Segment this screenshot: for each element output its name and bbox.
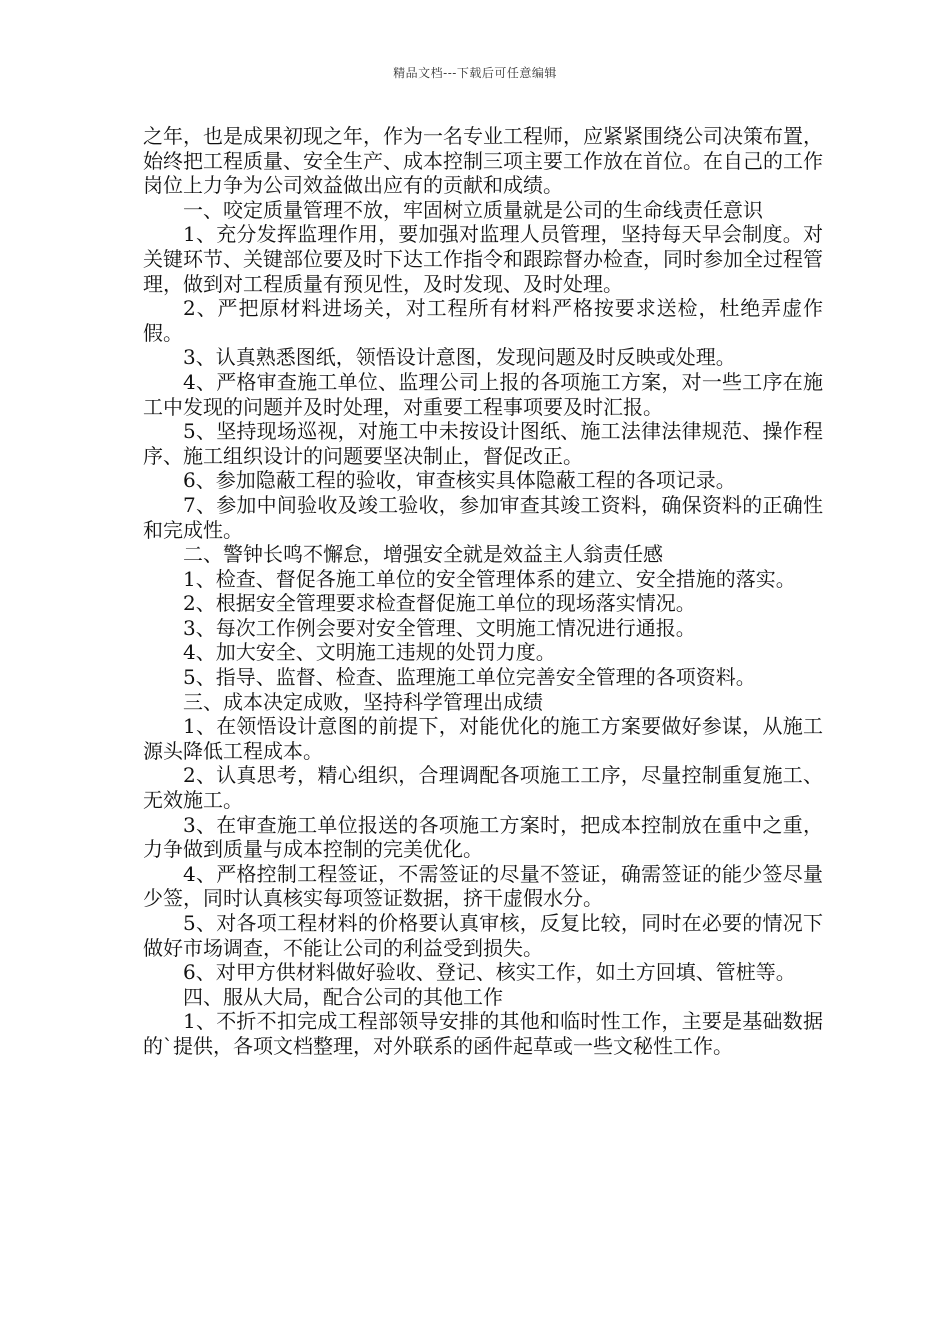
list-item: 1、充分发挥监理作用，要加强对监理人员管理，坚持每天早会制度。对关键环节、关键部位要及时下达工作指令和跟踪督办检查，同时参加全过程管理，做到对工程质量有预见性，及时发现、及时处理。 xyxy=(143,222,823,296)
list-item: 6、对甲方供材料做好验收、登记、核实工作，如土方回填、管桩等。 xyxy=(183,960,796,985)
list-item: 4、加大安全、文明施工违规的处罚力度。 xyxy=(183,640,556,665)
list-item: 5、对各项工程材料的价格要认真审核，反复比较，同时在必要的情况下做好市场调查，不能让公司的利益受到损失。 xyxy=(143,911,823,960)
page-header-note: 精品文档---下载后可任意编辑 xyxy=(393,66,557,80)
list-item: 1、检查、督促各施工单位的安全管理体系的建立、安全措施的落实。 xyxy=(183,566,796,591)
list-item: 4、严格控制工程签证，不需签证的尽量不签证，确需签证的能少签尽量少签，同时认真核实每项签证数据，挤干虚假水分。 xyxy=(143,861,823,911)
list-item: 4、严格审查施工单位、监理公司上报的各项施工方案，对一些工序在施工中发现的问题并及时处理，对重要工程事项要及时汇报。 xyxy=(143,369,823,419)
list-item: 1、在领悟设计意图的前提下，对能优化的施工方案要做好参谋，从施工源头降低工程成本。 xyxy=(143,714,823,763)
section-heading-cost: 三、成本决定成败，坚持科学管理出成绩 xyxy=(183,689,543,714)
section-heading-other-work: 四、服从大局，配合公司的其他工作 xyxy=(183,984,503,1009)
paragraph-intro: 之年，也是成果初现之年，作为一名专业工程师，应紧紧围绕公司决策布置，始终把工程质量、安全生产、成本控制三项主要工作放在首位。在自己的工作岗位上力争为公司效益做出应有的贡献和成绩。 xyxy=(143,124,823,198)
section-heading-quality: 一、咬定质量管理不放，牢固树立质量就是公司的生命线责任意识 xyxy=(183,197,763,222)
list-item: 2、严把原材料进场关，对工程所有材料严格按要求送检，杜绝弄虚作假。 xyxy=(143,296,823,345)
document-body xyxy=(143,124,823,1059)
list-item: 3、认真熟悉图纸，领悟设计意图，发现问题及时反映或处理。 xyxy=(183,345,736,370)
list-item: 2、根据安全管理要求检查督促施工单位的现场落实情况。 xyxy=(183,591,696,616)
list-item: 2、认真思考，精心组织，合理调配各项施工工序，尽量控制重复施工、无效施工。 xyxy=(143,763,823,813)
list-item: 1、不折不扣完成工程部领导安排的其他和临时性工作，主要是基础数据的`提供，各项文档整理，对外联系的函件起草或一些文秘性工作。 xyxy=(143,1009,823,1058)
list-item: 7、参加中间验收及竣工验收，参加审查其竣工资料，确保资料的正确性和完成性。 xyxy=(143,492,823,542)
list-item: 6、参加隐蔽工程的验收，审查核实具体隐蔽工程的各项记录。 xyxy=(183,468,736,493)
list-item: 5、坚持现场巡视，对施工中未按设计图纸、施工法律法律规范、操作程序、施工组织设计的问题要坚决制止，督促改正。 xyxy=(143,419,823,468)
list-item: 3、每次工作例会要对安全管理、文明施工情况进行通报。 xyxy=(183,615,696,640)
list-item: 3、在审查施工单位报送的各项施工方案时，把成本控制放在重中之重，力争做到质量与成本控制的完美优化。 xyxy=(143,812,823,862)
list-item: 5、指导、监督、检查、监理施工单位完善安全管理的各项资料。 xyxy=(183,665,756,690)
section-heading-safety: 二、警钟长鸣不懈怠，增强安全就是效益主人翁责任感 xyxy=(183,542,663,567)
